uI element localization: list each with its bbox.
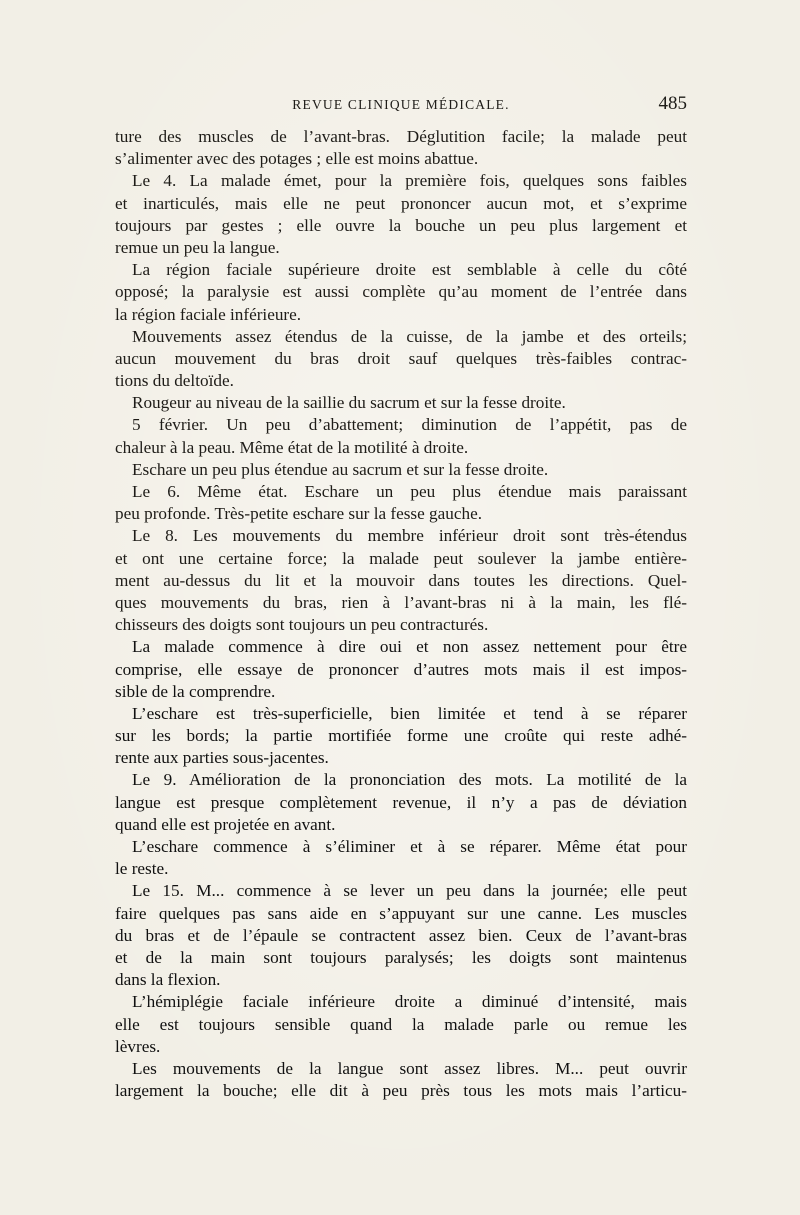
text-line: lèvres.	[115, 1036, 161, 1056]
text-line: ture des muscles de l’avant-bras. Déglutition facile; la malade peut	[115, 127, 687, 146]
page-header	[115, 93, 687, 117]
text-line: et inarticulés, mais elle ne peut prononcer aucun mot, et s’exprime	[115, 193, 687, 213]
text-line: L’hémiplégie faciale inférieure droite a diminué d’intensité, mais	[132, 992, 687, 1012]
text-line: ment au-dessus du lit et la mouvoir dans toutes les directions. Quel-	[115, 570, 687, 590]
text-line: La malade commence à dire oui et non assez nettement pour être	[132, 637, 687, 657]
text-line: Le 8. Les mouvements du membre inférieur droit sont très-étendus	[132, 526, 687, 546]
text-line: Le 15. M... commence à se lever un peu dans la journée; elle peut	[132, 881, 687, 901]
text-line: toujours par gestes ; elle ouvre la bouche un peu plus largement et	[115, 215, 687, 235]
text-line: largement la bouche; elle dit à peu près tous les mots mais l’articu-	[115, 1081, 687, 1101]
text-line: Rougeur au niveau de la saillie du sacrum et sur la fesse droite.	[132, 393, 566, 413]
body-text	[115, 126, 687, 1102]
text-line: du bras et de l’épaule se contractent assez bien. Ceux de l’avant-bras	[115, 925, 687, 945]
text-line: aucun mouvement du bras droit sauf quelques très-faibles contrac-	[115, 348, 687, 368]
text-line: Le 9. Amélioration de la prononciation des mots. La motilité de la	[132, 770, 687, 790]
text-line: faire quelques pas sans aide en s’appuyant sur une canne. Les muscles	[115, 903, 687, 923]
text-line: sur les bords; la partie mortifiée forme une croûte qui reste adhé-	[115, 726, 687, 746]
text-line: rente aux parties sous-jacentes.	[115, 748, 329, 768]
text-line: chaleur à la peau. Même état de la motilité à droite.	[115, 437, 469, 457]
text-line: quand elle est projetée en avant.	[115, 814, 336, 834]
text-line: Le 4. La malade émet, pour la première fois, quelques sons faibles	[132, 171, 687, 191]
text-line: elle est toujours sensible quand la malade parle ou remue les	[115, 1014, 687, 1034]
text-line: la région faciale inférieure.	[115, 304, 302, 324]
text-line: et ont une certaine force; la malade peut soulever la jambe entière-	[115, 548, 687, 568]
text-line: Le 6. Même état. Eschare un peu plus étendue mais paraissant	[132, 482, 687, 501]
text-line: sible de la comprendre.	[115, 681, 276, 701]
text-line: comprise, elle essaye de prononcer d’autres mots mais il est impos-	[115, 659, 687, 679]
text-line: Les mouvements de la langue sont assez libres. M... peut ouvrir	[132, 1058, 687, 1078]
text-line: Eschare un peu plus étendue au sacrum et sur la fesse droite.	[132, 459, 549, 479]
text-line: langue est presque complètement revenue, il n’y a pas de déviation	[115, 792, 687, 812]
text-line: tions du deltoïde.	[115, 371, 234, 391]
text-line: remue un peu la langue.	[115, 237, 280, 257]
text-line: L’eschare commence à s’éliminer et à se réparer. Même état pour	[132, 837, 687, 856]
text-line: le reste.	[115, 859, 169, 879]
text-line: dans la flexion.	[115, 970, 221, 990]
text-line: et de la main sont toujours paralysés; les doigts sont maintenus	[115, 947, 687, 967]
text-line: 5 février. Un peu d’abattement; diminution de l’appétit, pas de	[132, 415, 687, 435]
running-title: REVUE CLINIQUE MÉDICALE.	[292, 97, 510, 112]
text-line: L’eschare est très-superficielle, bien limitée et tend à se réparer	[132, 703, 687, 723]
text-line: opposé; la paralysie est aussi complète qu’au moment de l’entrée dans	[115, 282, 687, 302]
page-number: 485	[658, 93, 687, 114]
text-line: chisseurs des doigts sont toujours un peu contracturés.	[115, 615, 489, 635]
text-line: Mouvements assez étendus de la cuisse, de la jambe et des orteils;	[132, 326, 687, 346]
text-line: peu profonde. Très-petite eschare sur la fesse gauche.	[115, 504, 483, 524]
text-line: ques mouvements du bras, rien à l’avant-bras ni à la main, les flé-	[115, 592, 687, 612]
text-line: La région faciale supérieure droite est semblable à celle du côté	[132, 260, 687, 280]
text-line: s’alimenter avec des potages ; elle est moins abattue.	[115, 149, 479, 169]
